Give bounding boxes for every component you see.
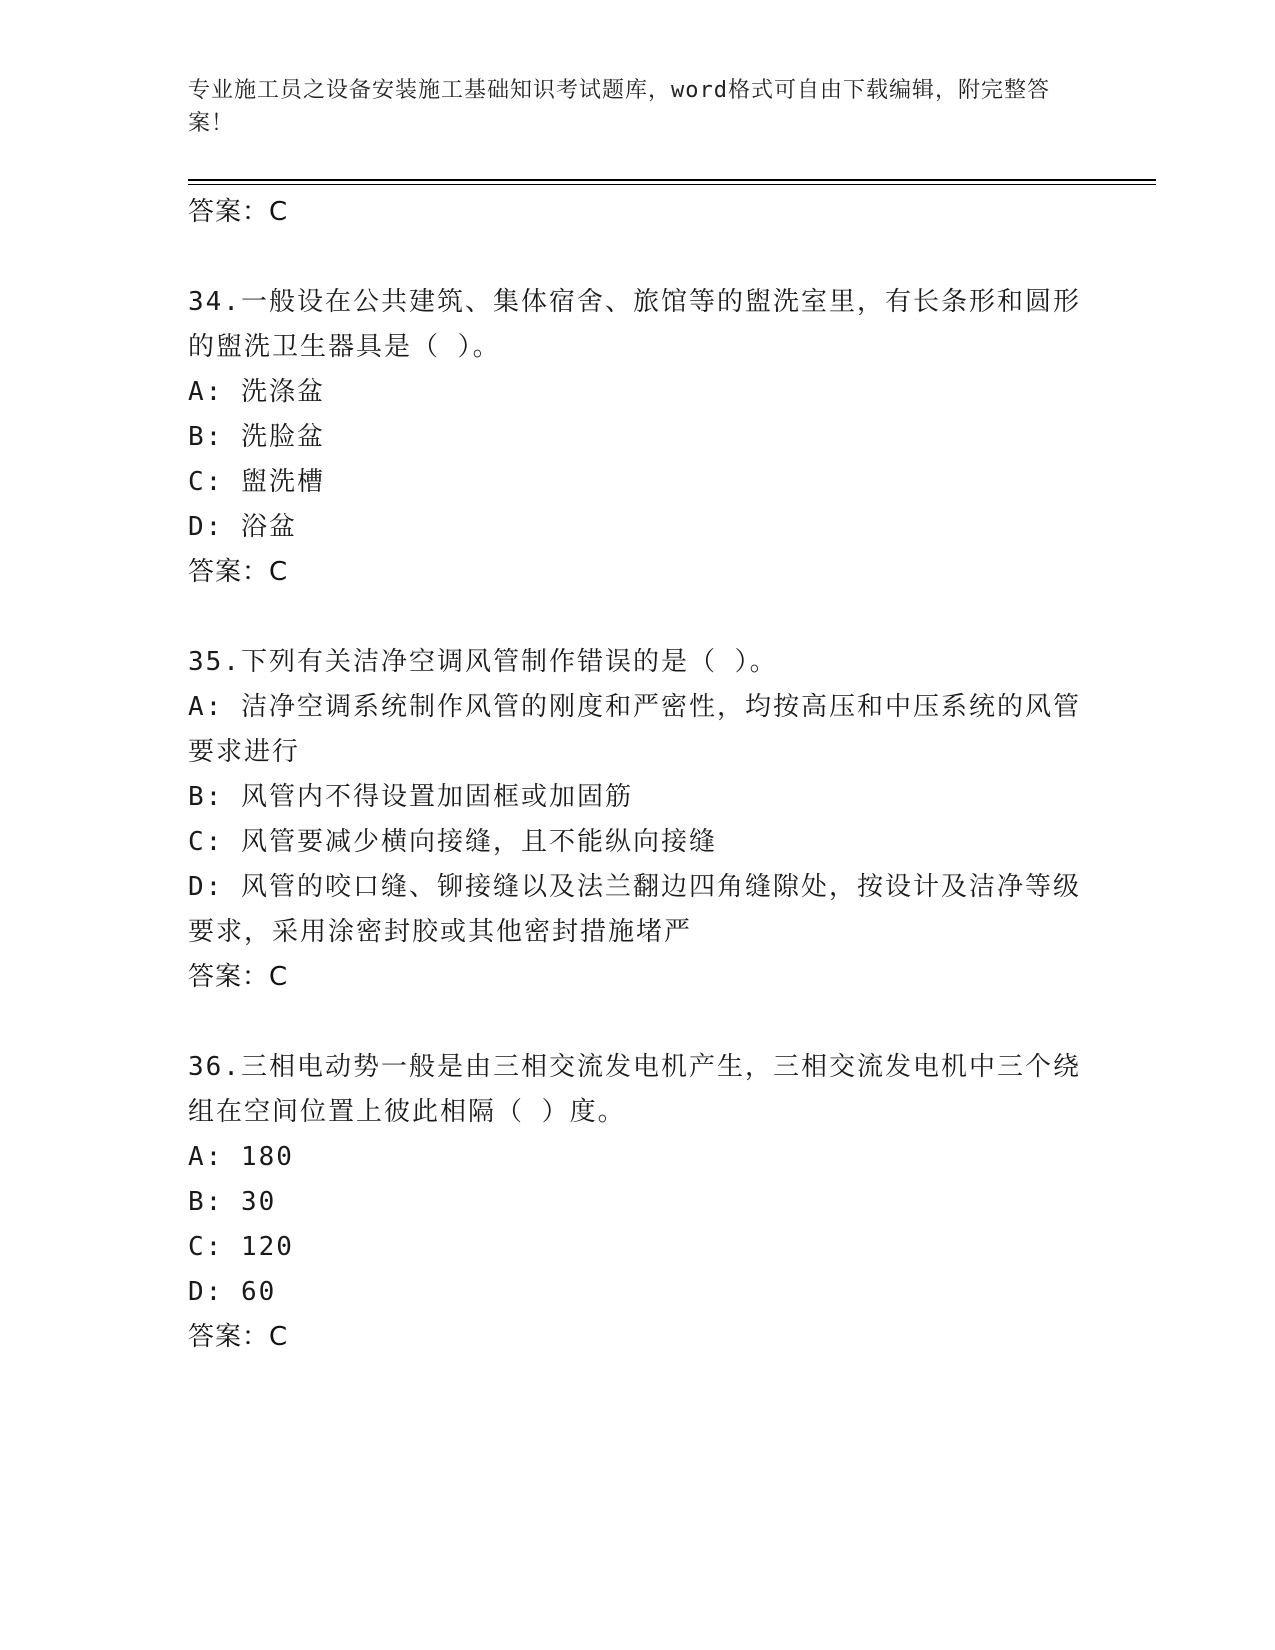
question-stem: 35.下列有关洁净空调风管制作错误的是（ ）。 (188, 647, 778, 677)
option-text: 风管内不得设置加固框或加固筋 (240, 782, 633, 812)
option-text: 盥洗槽 (240, 467, 325, 497)
option-text: 30 (240, 1187, 277, 1217)
option-key: A: (188, 692, 224, 722)
option-text: 60 (240, 1277, 277, 1307)
option-key: D: (188, 872, 224, 902)
option-text: 180 (240, 1142, 294, 1172)
option-text: 洗脸盆 (240, 422, 325, 452)
answer: 答案：C (188, 1322, 289, 1352)
option-key: D: (188, 1277, 224, 1307)
option-text: 风管要减少横向接缝，且不能纵向接缝 (240, 827, 717, 857)
header-rule-thin (188, 184, 1156, 185)
option-key: C: (188, 827, 224, 857)
question-36 (188, 1045, 1088, 1359)
option-d (188, 1270, 1088, 1315)
option-d (188, 865, 1088, 955)
option-b (188, 1180, 1088, 1225)
option-key: B: (188, 422, 224, 452)
question-35 (188, 640, 1088, 999)
option-key: C: (188, 467, 224, 497)
option-text: 风管的咬口缝、铆接缝以及法兰翻边四角缝隙处，按设计及洁净等级要求，采用涂密封胶或其他密封措施堵严 (188, 872, 1081, 947)
option-key: C: (188, 1232, 224, 1262)
option-d (188, 505, 1088, 550)
option-c (188, 820, 1088, 865)
previous-answer: 答案：C (188, 197, 289, 227)
option-c (188, 460, 1088, 505)
option-key: A: (188, 377, 224, 407)
document-body (188, 190, 1088, 1359)
option-a (188, 1135, 1088, 1180)
option-key: B: (188, 1187, 224, 1217)
page-header: 专业施工员之设备安装施工基础知识考试题库，word格式可自由下载编辑，附完整答案！ (188, 78, 1050, 136)
option-text: 120 (240, 1232, 294, 1262)
option-key: A: (188, 1142, 224, 1172)
answer: 答案：C (188, 962, 289, 992)
option-text: 浴盆 (240, 512, 297, 542)
option-key: B: (188, 782, 224, 812)
option-key: D: (188, 512, 224, 542)
question-34 (188, 280, 1088, 594)
option-c (188, 1225, 1088, 1270)
answer: 答案：C (188, 557, 289, 587)
question-stem: 34.一般设在公共建筑、集体宿舍、旅馆等的盥洗室里，有长条形和圆形的盥洗卫生器具是（ ）。 (188, 287, 1081, 362)
question-stem: 36.三相电动势一般是由三相交流发电机产生，三相交流发电机中三个绕组在空间位置上彼此相隔（ ）度。 (188, 1052, 1081, 1127)
option-b (188, 775, 1088, 820)
header-rule-thick (188, 179, 1156, 181)
option-a (188, 370, 1088, 415)
option-text: 洁净空调系统制作风管的刚度和严密性，均按高压和中压系统的风管要求进行 (188, 692, 1081, 767)
option-b (188, 415, 1088, 460)
option-a (188, 685, 1088, 775)
option-text: 洗涤盆 (240, 377, 325, 407)
